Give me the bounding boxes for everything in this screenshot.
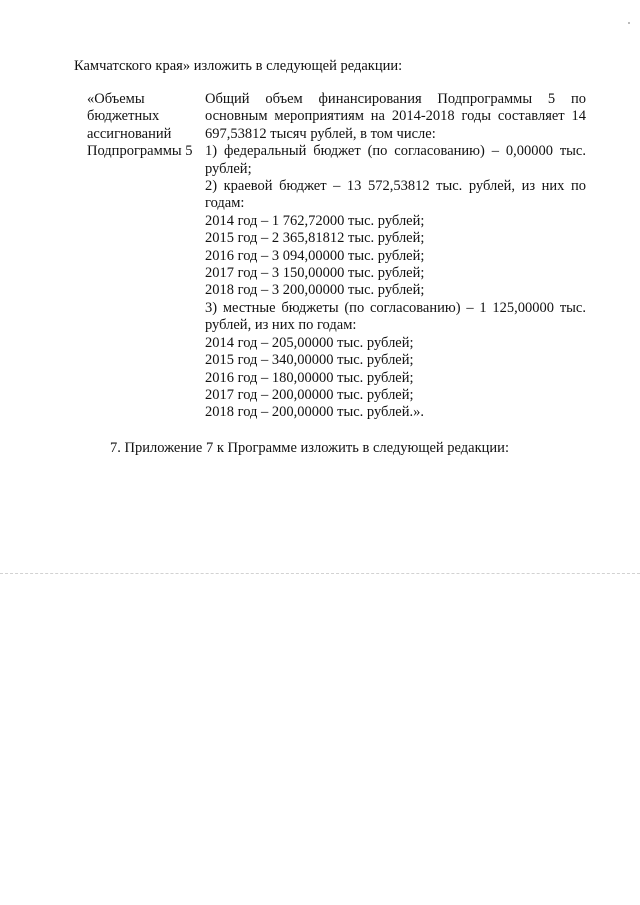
- scan-divider: [0, 573, 640, 575]
- intro-line: Камчатского края» изложить в следующей редакции:: [74, 58, 403, 74]
- local-budget-paragraph: 3) местные бюджеты (по согласованию) – 1 125,00000 тыс. рублей, из них по годам:: [205, 299, 586, 334]
- regional-year-line: 2015 год – 2 365,81812 тыс. рублей;: [205, 230, 425, 247]
- local-year-line: 2016 год – 180,00000 тыс. рублей;: [205, 369, 414, 386]
- label-line: ассигнований: [87, 125, 172, 142]
- scan-mark: [628, 22, 630, 24]
- regional-year-line: 2014 год – 1 762,72000 тыс. рублей;: [205, 212, 425, 229]
- regional-year-line: 2018 год – 3 200,00000 тыс. рублей;: [205, 282, 425, 299]
- label-line: Подпрограммы 5: [87, 143, 193, 160]
- regional-budget-paragraph: 2) краевой бюджет – 13 572,53812 тыс. рублей, из них по годам:: [205, 178, 586, 212]
- local-year-line: 2017 год – 200,00000 тыс. рублей;: [205, 386, 414, 403]
- label-line: «Объемы: [87, 91, 145, 107]
- label-line: бюджетных: [87, 108, 160, 125]
- federal-budget-paragraph: 1) федеральный бюджет (по согласованию) – 0,00000 тыс. рублей;: [205, 143, 586, 177]
- financing-label: [87, 91, 201, 161]
- local-year-line: 2015 год – 340,00000 тыс. рублей;: [205, 352, 414, 369]
- total-financing-paragraph: Общий объем финансирования Подпрограммы 5 по основным мероприятиям на 2014-2018 годы составляет 14 697,53812 тысяч рублей, в том числе:: [205, 91, 586, 142]
- regional-year-line: 2016 год – 3 094,00000 тыс. рублей;: [205, 247, 425, 264]
- financing-details: [205, 91, 586, 422]
- regional-year-line: 2017 год – 3 150,00000 тыс. рублей;: [205, 265, 425, 282]
- local-year-line: 2018 год – 200,00000 тыс. рублей.».: [205, 404, 425, 421]
- item-7-line: 7. Приложение 7 к Программе изложить в следующей редакции:: [110, 440, 509, 456]
- local-year-line: 2014 год – 205,00000 тыс. рублей;: [205, 334, 414, 351]
